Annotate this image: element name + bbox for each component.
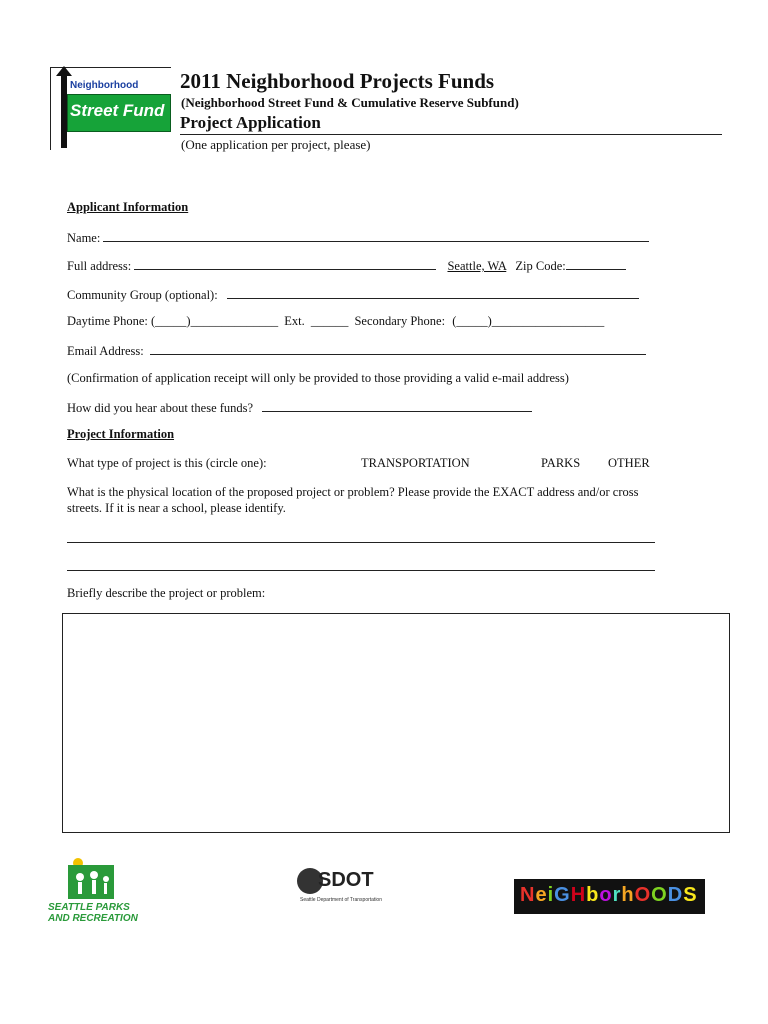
name-row [67,229,649,246]
type-option-transportation[interactable]: TRANSPORTATION [361,456,470,470]
type-option-parks[interactable]: PARKS [541,456,581,470]
sdot-logo-subtext: Seattle Department of Transportation [300,897,382,903]
community-field[interactable] [227,286,639,299]
address-row [67,257,626,274]
neighborhoods-logo-text [520,884,698,907]
zip-field[interactable] [566,257,626,270]
secondary-phone-field[interactable]: (_____)__________________ [452,314,605,328]
confirmation-note: (Confirmation of application receipt will only be provided to those providing a valid e-mail address) [67,371,569,385]
phone-row [67,314,604,329]
zip-label: Zip Code: [515,259,566,273]
location-question-line2: streets. If it is near a school, please identify. [67,501,286,515]
project-type-label: What type of project is this (circle one): [67,456,267,470]
hear-row [67,399,532,416]
address-field[interactable] [134,257,436,270]
location-answer-line-2[interactable] [67,570,655,571]
neighborhoods-letter: H [570,884,587,906]
neighborhoods-letters [520,884,698,906]
hear-field[interactable] [262,399,532,412]
hear-label: How did you hear about these funds? [67,401,254,415]
community-label: Community Group (optional): [67,288,218,302]
description-textarea[interactable] [62,613,730,833]
neighborhoods-letter: O [651,884,668,906]
community-row [67,286,639,303]
page-subtitle: (Neighborhood Street Fund & Cumulative Reserve Subfund) [181,95,519,110]
neighborhoods-letter: N [520,884,536,906]
sdot-logo-text: SDOT [318,869,374,891]
neighborhoods-letter: e [535,884,548,906]
neighborhoods-letter: i [547,884,555,906]
page-title: 2011 Neighborhood Projects Funds [180,69,495,93]
header-note: (One application per project, please) [181,137,371,152]
neighborhoods-letter: O [634,884,652,906]
location-answer-line-1[interactable] [67,542,655,543]
neighborhoods-letter: o [599,884,613,906]
location-question-line1: What is the physical location of the proposed project or problem? Please provide the EXACT address and/or cross [67,485,639,499]
form-title: Project Application [180,113,321,132]
neighborhoods-letter: S [683,884,698,906]
describe-label: Briefly describe the project or problem: [67,586,266,600]
logo-main-text: Street Fund [70,101,165,120]
city-text: Seattle, WA [447,259,507,273]
neighborhoods-letter: b [586,884,600,906]
neighborhoods-letter: r [612,884,622,906]
parks-logo-text: SEATTLE PARKS AND RECREATION [48,902,138,924]
applicant-heading: Applicant Information [67,200,189,214]
project-heading: Project Information [67,427,175,441]
header-rule [180,134,722,135]
email-row [67,342,646,359]
name-label: Name: [67,231,101,245]
daytime-phone-label[interactable]: Daytime Phone: (_____)______________ [67,314,279,328]
name-field[interactable] [103,229,649,242]
type-option-other[interactable]: OTHER [608,456,650,470]
secondary-phone-label: Secondary Phone: [354,314,446,328]
email-field[interactable] [150,342,646,355]
ext-label: Ext. [284,314,305,328]
neighborhoods-letter: D [667,884,684,906]
logo-top-text: Neighborhood [70,80,139,91]
email-label: Email Address: [67,344,144,358]
ext-field[interactable]: ______ [310,314,349,328]
neighborhoods-letter: h [621,884,635,906]
address-label: Full address: [67,259,132,273]
neighborhoods-letter: G [554,884,571,906]
